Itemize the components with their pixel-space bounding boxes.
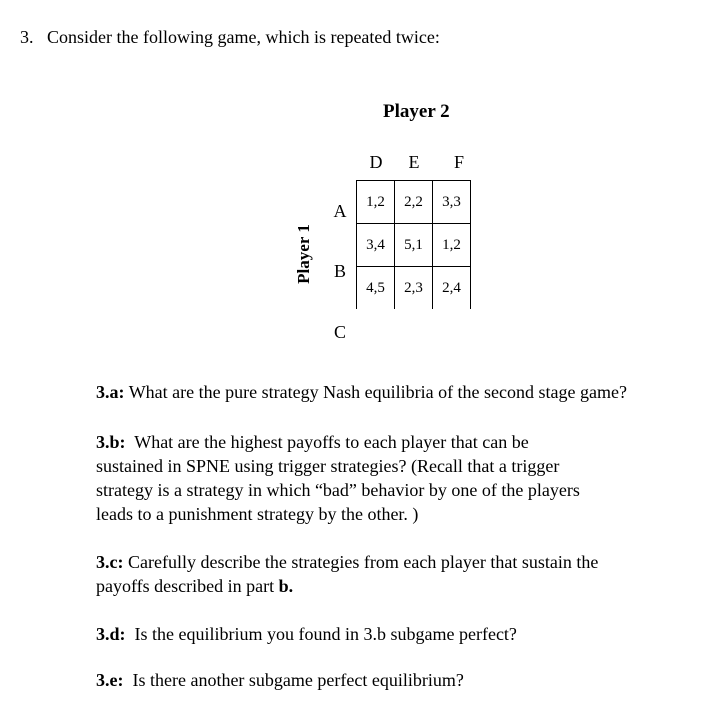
part-c-line [96, 550, 598, 574]
payoff-cell: 2,4 [433, 267, 471, 310]
part-e-text: Is there another subgame perfect equilibrium? [132, 670, 464, 690]
part-b-line2: sustained in SPNE using trigger strategies? (Recall that a trigger [96, 456, 560, 476]
question-intro: Consider the following game, which is repeated twice: [47, 27, 440, 47]
row-label-c: C [333, 322, 346, 342]
part-b-line3: strategy is a strategy in which “bad” behavior by one of the players [96, 480, 580, 500]
part-c-line1: Carefully describe the strategies from each player that sustain the [127, 552, 599, 572]
part-c-line2 [96, 574, 598, 598]
part-e-label: 3.e: [96, 670, 124, 690]
part-d [96, 622, 517, 646]
payoff-cell: 1,2 [433, 224, 471, 267]
payoff-cell: 2,3 [395, 267, 433, 310]
part-b [96, 430, 580, 526]
part-c-line2-text: payoffs described in part [96, 576, 275, 596]
question-header [20, 27, 440, 48]
column-label-e: E [408, 152, 420, 172]
row-label-b: B [333, 261, 346, 281]
player2-label: Player 2 [383, 101, 450, 122]
part-b-line [96, 430, 580, 454]
payoff-cell: 4,5 [357, 267, 395, 310]
part-b-line1: What are the highest payoffs to each player that can be [134, 432, 529, 452]
question-number: 3. [20, 27, 34, 47]
matrix-row-c [357, 267, 471, 310]
part-a [96, 380, 627, 404]
payoff-cell: 3,3 [433, 181, 471, 224]
column-label-f: F [453, 152, 464, 172]
part-b-label: 3.b: [96, 432, 126, 452]
payoff-cell: 5,1 [395, 224, 433, 267]
part-b-line4: leads to a punishment strategy by the other. ) [96, 504, 419, 524]
part-a-label: 3.a: [96, 382, 125, 402]
payoff-cell: 2,2 [395, 181, 433, 224]
matrix-row-a [357, 181, 471, 224]
part-c [96, 550, 598, 598]
matrix-row-b [357, 224, 471, 267]
part-c-line2-bold: b. [278, 576, 294, 596]
column-label-d: D [369, 152, 383, 172]
row-label-a: A [333, 201, 347, 221]
part-d-label: 3.d: [96, 624, 126, 644]
payoff-matrix [356, 180, 471, 309]
part-e [96, 668, 464, 692]
part-c-label: 3.c: [96, 552, 124, 572]
part-a-text: What are the pure strategy Nash equilibria of the second stage game? [128, 382, 627, 402]
player1-label: Player 1 [294, 224, 313, 284]
payoff-cell: 3,4 [357, 224, 395, 267]
payoff-cell: 1,2 [357, 181, 395, 224]
part-d-text: Is the equilibrium you found in 3.b subgame perfect? [134, 624, 517, 644]
